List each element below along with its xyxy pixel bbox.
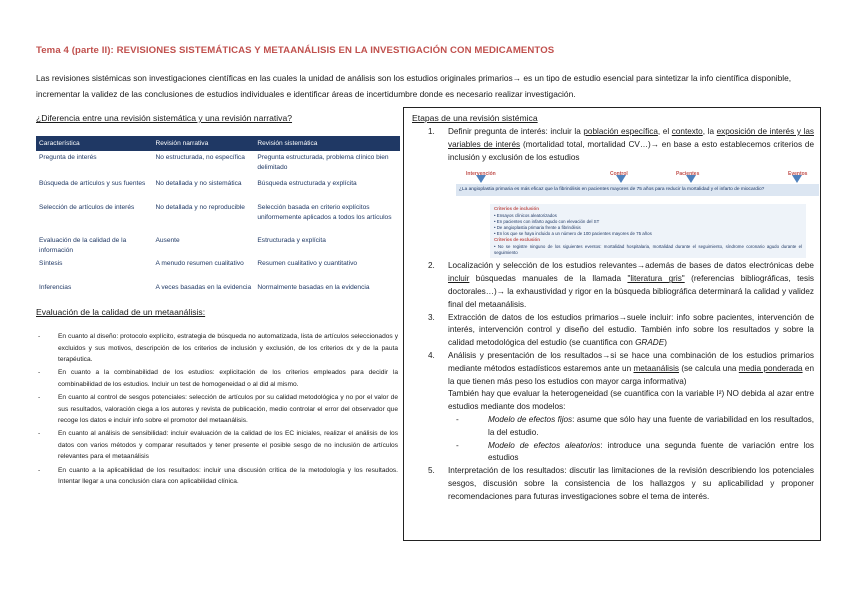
- step-number: 1.: [428, 127, 435, 136]
- table-cell: No detallada y no reproducible: [155, 204, 245, 211]
- arrow-down-icon: [686, 175, 696, 183]
- model-title: Modelo de efectos fijos: [488, 414, 573, 424]
- step-number: 4.: [428, 350, 435, 360]
- criteria-item: Ensayos clínicos aleatorizados: [496, 212, 557, 218]
- step-text: Análisis y presentación de los resultados→si se hace una combinación de los estudios primarios mediante métodos estadísticos estaremos ante un: [448, 350, 814, 373]
- arrow-down-icon: [616, 175, 626, 183]
- list-item: - En cuanto a la aplicabilidad de los resultados: incluir una discusión crítica de la metodología y los resultados. Intentar llegar a una conclusión clara con aplicabilidad clínica.: [36, 465, 398, 488]
- step-number: 3.: [428, 312, 435, 322]
- steps-heading: Etapas de una revisión sistémica: [412, 113, 538, 123]
- list-item: - En cuanto al diseño: protocolo explícito, estrategia de búsqueda no automatizada, lista de artículos seleccionados y excluidos y sus motivos, descripción de los criterios de inclusión y exclusión, de los criterios dx y de la pauta terapéutica.: [36, 331, 398, 366]
- comparison-table: [36, 136, 400, 305]
- table-header-cell: Revisión narrativa: [152, 136, 254, 151]
- evaluation-list: [36, 331, 398, 489]
- table-cell: Resumen cualitativo y cuantitativo: [257, 260, 358, 267]
- step-item: [416, 312, 814, 350]
- step-text: Extracción de datos de los estudios primarios→suele incluir: info sobre pacientes, intervención de interés, intervención control y diseño del estudio. También info sobre los resultados y sobre la calidad metodológica del estudio (se cuantifica con: [448, 312, 814, 348]
- step-text: ): [664, 338, 667, 348]
- step-item: [416, 465, 814, 503]
- evaluation-heading: Evaluación de la calidad de un metaanálisis:: [36, 307, 206, 317]
- step-emphasis: incluir: [448, 274, 470, 284]
- figure-label: Control: [610, 171, 628, 178]
- table-cell: Síntesis: [39, 260, 63, 267]
- table-cell: Inferencias: [39, 284, 72, 291]
- arrow-down-icon: [792, 175, 802, 183]
- step-emphasis: contexto: [671, 127, 703, 136]
- table-cell: A menudo resumen cualitativo: [155, 260, 244, 267]
- model-text: : asume que sólo hay una fuente de variabilidad en los resultados, la del estudio.: [488, 414, 814, 437]
- table-row: [36, 281, 400, 305]
- table-header-cell: Característica: [36, 136, 152, 151]
- table-row: [36, 234, 400, 257]
- list-item: - En cuanto al control de sesgos potenciales: selección de artículos por su calidad metodológica y no por el valor de sus resultados, valoración ciega a los autores y revista de publicación, medio controlar el error del observador que recoge los datos e incluir info sobre el promotor del metaanálisis.: [36, 392, 398, 427]
- criteria-item: En pacientes con infarto agudo con elevación del ST: [496, 218, 600, 224]
- model-title: Modelo de efectos aleatorios: [488, 440, 601, 450]
- step-item: [416, 260, 814, 311]
- table-cell: Ausente: [155, 237, 180, 244]
- step-item: [416, 350, 814, 465]
- model-text: : introduce una segunda fuente de variación entre los estudios: [488, 440, 814, 463]
- criteria-title: Criterios de exclusión: [494, 237, 540, 243]
- table-cell: Pregunta estructurada, problema clínico bien delimitado: [257, 154, 389, 171]
- step-text: (referencias bibliográficas, tesis doctorales…)→ la exhaustividad y rigor en la búsqueda bibliográfica determinará la calidad y validez final del metaanálisis.: [448, 274, 814, 309]
- step-text: Interpretación de los resultados: discutir las limitaciones de la revisión describiendo los potenciales sesgos, discusión sobre la consistencia de los hallazgos y su aplicabilidad y proponer recomendaciones para futuras investigaciones sobre el tema de interés.: [448, 466, 814, 501]
- table-row: [36, 151, 400, 177]
- steps-list: [416, 126, 814, 504]
- step-text: Localización y selección de los estudios relevantes→además de bases de datos electrónicas debe: [448, 261, 814, 271]
- page-title: Tema 4 (parte II): REVISIONES SISTEMÁTICAS Y METAANÁLISIS EN LA INVESTIGACIÓN CON MEDICAMENTOS: [36, 45, 555, 56]
- step-emphasis: población específica: [583, 127, 658, 136]
- step-text: en la que tienen más peso los estudios con mayor carga informativa): [448, 363, 815, 386]
- step-text: (mortalidad total, mortalidad CV…)→ en base a esto establecemos criterios de inclusión y exclusión de los estudios: [448, 139, 814, 162]
- step-text: búsquedas manuales de la llamada: [469, 274, 628, 284]
- arrow-down-icon: [476, 175, 486, 183]
- table-cell: Búsqueda de artículos y sus fuentes: [39, 180, 146, 187]
- heterogeneity-text: También hay que evaluar la heterogeneidad (se cuantifica con la variable I²) NO debida al azar entre estudios mediante dos modelos:: [448, 389, 814, 412]
- table-cell: Estructurada y explícita: [257, 237, 326, 244]
- step-emphasis: "literatura gris": [627, 274, 685, 284]
- list-item: [448, 440, 814, 466]
- table-cell: A veces basadas en la evidencia: [155, 284, 252, 291]
- table-cell: Normalmente basadas en la evidencia: [257, 284, 370, 291]
- table-row: [36, 257, 400, 281]
- table-header-cell: Revisión sistemática: [254, 136, 400, 151]
- table-row: [36, 177, 400, 201]
- list-item: - En cuanto al análisis de sensibilidad: incluir evaluación de la calidad de los EC iniciales, realizar el análisis de los datos con varios métodos y comparar resultados y tener presente el posible sesgo de no inclusión de artículos relevantes para el metaanálisis: [36, 428, 398, 463]
- research-question: ¿La angioplastia primaria es más eficaz que la fibrinólisis en pacientes mayores de 75 años para reducir la mortalidad y el infarto de miocardio?: [456, 184, 819, 196]
- criteria-item: No se registre ninguno de los siguientes eventos: mortalidad hospitalaria, mortalidad durante el seguimiento, síndrome coronario agudo durante el seguimiento: [494, 243, 802, 255]
- model-list: [448, 414, 814, 465]
- step-number: 2.: [428, 261, 435, 271]
- step-item: [416, 126, 814, 260]
- figure-label: Pacientes: [676, 171, 700, 178]
- table-cell: Selección basada en criterio explícitos uniformemente aplicados a todos los artículos: [257, 204, 392, 221]
- table-cell: Selección de artículos de interés: [39, 204, 135, 211]
- comparison-heading: ¿Diferencia entre una revisión sistemática y una revisión narrativa?: [36, 113, 293, 123]
- step-text: Definir pregunta de interés: incluir la: [448, 127, 584, 136]
- step-text: , la: [702, 127, 717, 136]
- table-header-row: [36, 136, 400, 151]
- figure-label: Intervención: [466, 171, 496, 178]
- step-text: , el: [657, 127, 672, 136]
- step-emphasis: media ponderada: [738, 363, 803, 373]
- criteria-item: De angioplastia primaria frente a fibrinólisis: [496, 225, 581, 230]
- table-cell: Búsqueda estructurada y explícita: [257, 180, 357, 187]
- figure-label: Eventos: [788, 171, 808, 178]
- table-cell: Pregunta de interés: [39, 154, 97, 161]
- pico-figure: [446, 168, 846, 260]
- table-row: [36, 201, 400, 234]
- table-cell: No estructurada, no específica: [155, 154, 245, 161]
- step-text: (se calcula una: [679, 363, 739, 373]
- list-item: - En cuanto a la combinabilidad de los estudios: explicitación de los criterios empleados para decidir la combinabilidad de los estudios. Incluir un test de homogeneidad o al did al mismo.: [36, 367, 398, 390]
- criteria-item: En los que se haya incluido a un número de 100 pacientes mayores de 75 años: [496, 231, 652, 237]
- intro-paragraph: Las revisiones sistémicas son investigaciones científicas en las cuales la unidad de análisis son los estudios originales primarios→ es un tipo de estudio esencial para sintetizar la info científica disponible, incrementar la validez de las conclusiones de estudios individuales e identificar áreas de incertidumbre donde es necesario realizar investigación.: [36, 73, 792, 99]
- step-emphasis: metaanálisis: [633, 363, 679, 373]
- criteria-box: Criterios de inclusión • Ensayos clínicos aleatorizados • En pacientes con infarto agudo con elevación del ST • De angioplastia primaria frente a fibrinólisis • En los que se haya incluido a un número de 100 pacientes mayores de 75 años Criterios de exclusión • No se registre ninguno de los siguientes eventos: mortalidad hospitalaria, mortalidad durante el seguimiento, síndrome coronario agudo durante el seguimiento: [490, 204, 806, 258]
- criteria-title: Criterios de inclusión: [494, 206, 539, 212]
- step-emphasis: exposición de interés y las variables de interés: [448, 127, 814, 149]
- list-item: [448, 414, 814, 440]
- table-cell: Evaluación de la calidad de la información: [39, 237, 127, 254]
- step-number: 5.: [428, 466, 435, 476]
- step-emphasis: GRADE: [635, 338, 665, 348]
- table-cell: No detallada y no sistemática: [155, 180, 242, 187]
